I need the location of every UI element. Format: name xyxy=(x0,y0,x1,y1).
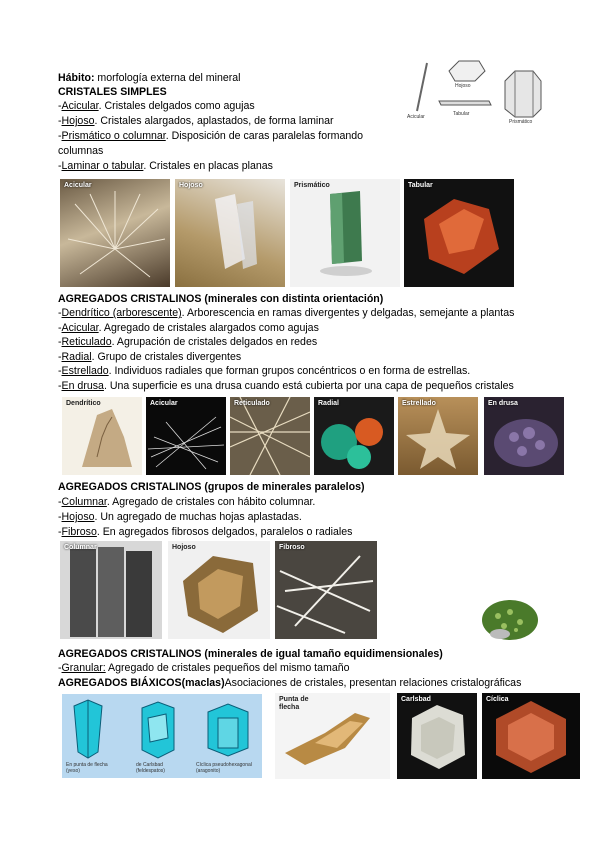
photo-carlsbad xyxy=(397,693,477,779)
photo-ciclica xyxy=(482,693,580,779)
habit-label: Hábito: xyxy=(58,72,95,84)
photo-fibroso xyxy=(275,541,377,639)
divergent-item-estrellado: -Estrellado. Individuos radiales que forman grupos concéntricos o en forma de estrellas. xyxy=(58,365,471,377)
divergent-heading: AGREGADOS CRISTALINOS (minerales con distinta orientación) xyxy=(58,293,384,305)
photo-label-punta-flecha: Punta de flecha xyxy=(279,696,309,711)
habit-diagram-svg xyxy=(405,53,545,128)
photo-label-radial: Radial xyxy=(318,400,340,407)
twin-caption-ciclica: Cíclica pseudohexagonal (aragonito) xyxy=(196,762,252,774)
biaxial-heading: AGREGADOS BIÁXICOS(maclas) xyxy=(58,677,225,689)
simple-item-laminar: -Laminar o tabular. Cristales en placas planas xyxy=(58,160,273,172)
photo-label-carlsbad: Carlsbad xyxy=(401,696,431,703)
photo-estrellado xyxy=(398,397,478,475)
photo-label-ciclica: Cíclica xyxy=(486,696,509,703)
photo-drusa xyxy=(484,397,564,475)
equi-heading: AGREGADOS CRISTALINOS (minerales de igual tamaño equidimensionales) xyxy=(58,648,443,660)
biaxial-line xyxy=(58,676,521,690)
photo-granular xyxy=(478,594,542,646)
photo-label-hojoso-agregado: Hojoso xyxy=(172,544,196,551)
divergent-item-radial: -Radial. Grupo de cristales divergentes xyxy=(58,351,242,363)
diagram-label-acicular: Acicular xyxy=(407,114,425,120)
photo-label-acicular: Acicular xyxy=(64,182,92,189)
photo-hojoso-agregado xyxy=(168,541,270,639)
photo-radial xyxy=(314,397,394,475)
twin-caption-carlsbad: de Carlsbad (feldespatos) xyxy=(136,762,165,774)
diagram-label-hojoso: Hojoso xyxy=(455,83,471,89)
photo-label-fibroso: Fibroso xyxy=(279,544,305,551)
simple-item-acicular: -Acicular. Cristales delgados como agujas xyxy=(58,100,255,112)
equi-item-granular: -Granular: Agregado de cristales pequeños del mismo tamaño xyxy=(58,662,350,674)
parallel-heading: AGREGADOS CRISTALINOS (grupos de minerales paralelos) xyxy=(58,481,365,493)
photo-acicular-agregado xyxy=(146,397,226,475)
photo-dendritico xyxy=(62,397,142,475)
photo-hojoso xyxy=(175,179,285,287)
photo-label-reticulado: Reticulado xyxy=(234,400,270,407)
divergent-item-reticulado: -Reticulado. Agrupación de cristales delgados en redes xyxy=(58,336,318,348)
photo-tabular xyxy=(404,179,514,287)
simple-heading: CRISTALES SIMPLES xyxy=(58,86,167,98)
habit-line xyxy=(58,71,241,85)
simple-item-prismatico: -Prismático o columnar. Disposición de caras paralelas formando xyxy=(58,130,364,142)
photo-acicular xyxy=(60,179,170,287)
parallel-item-hojoso: -Hojoso. Un agregado de muchas hojas aplastadas. xyxy=(58,511,302,523)
habit-text: morfología externa del mineral xyxy=(94,72,241,84)
photo-label-estrellado: Estrellado xyxy=(402,400,436,407)
twin-diagram xyxy=(62,694,262,778)
simple-item-hojoso: -Hojoso. Cristales alargados, aplastados, de forma laminar xyxy=(58,115,334,127)
parallel-item-fibroso: -Fibroso. En agregados fibrosos delgados, paralelos o radiales xyxy=(58,526,353,538)
photo-label-prismatico: Prismático xyxy=(294,182,330,189)
photo-label-drusa: En drusa xyxy=(488,400,518,407)
photo-label-acicular-agregado: Acicular xyxy=(150,400,178,407)
photo-label-dendritico: Dendrítico xyxy=(66,400,101,407)
photo-prismatico xyxy=(290,179,400,287)
divergent-item-acicular: -Acicular. Agregado de cristales alargados como agujas xyxy=(58,322,319,334)
twin-caption-arrow: En punta de flecha (yeso) xyxy=(66,762,108,774)
photo-punta-flecha xyxy=(275,693,390,779)
photo-label-tabular: Tabular xyxy=(408,182,433,189)
diagram-label-prismatico: Prismático xyxy=(509,119,533,125)
photo-label-columnar: Columnar xyxy=(64,544,97,551)
diagram-label-tabular: Tabular xyxy=(453,111,470,117)
biaxial-text: Asociaciones de cristales, presentan relaciones cristalográficas xyxy=(224,677,522,689)
photo-columnar xyxy=(60,541,162,639)
parallel-item-columnar: -Columnar. Agregado de cristales con hábito columnar. xyxy=(58,496,316,508)
habit-diagram xyxy=(405,53,545,128)
divergent-item-dendritico: -Dendrítico (arborescente). Arborescencia en ramas divergentes y delgadas, semejante a plantas xyxy=(58,307,515,319)
photo-reticulado xyxy=(230,397,310,475)
simple-item-prismatico-cont: columnas xyxy=(58,145,104,157)
divergent-item-drusa: -En drusa. Una superficie es una drusa cuando está cubierta por una capa de pequeños cristales xyxy=(58,380,514,392)
photo-label-hojoso: Hojoso xyxy=(179,182,203,189)
